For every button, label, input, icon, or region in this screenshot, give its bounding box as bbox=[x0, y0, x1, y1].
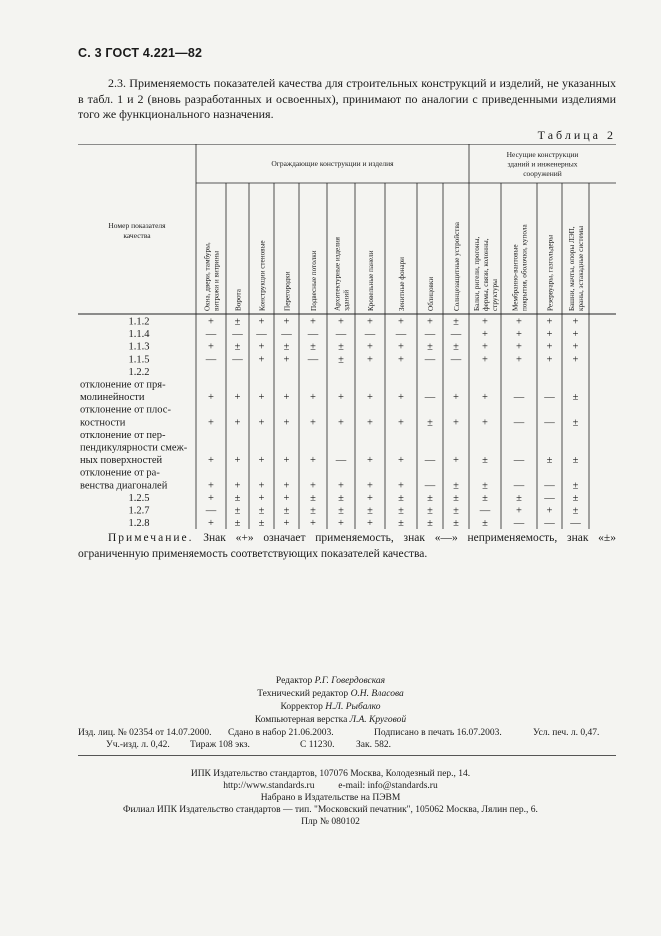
column-header: Солнцезащитные устройства bbox=[453, 222, 461, 311]
cell-mark: + bbox=[234, 417, 241, 429]
cell-mark: ± bbox=[310, 505, 316, 517]
table-label: Таблица 2 bbox=[537, 128, 616, 142]
column-header: покрытия, оболочки, купола bbox=[520, 224, 529, 311]
footer-divider bbox=[78, 755, 616, 756]
cell-mark: + bbox=[482, 329, 488, 341]
cell-mark: — bbox=[544, 518, 555, 529]
cell-mark: + bbox=[338, 480, 344, 492]
cell-mark: + bbox=[546, 329, 553, 341]
cell-mark: — bbox=[424, 480, 436, 492]
column-header: Балки, ригели, прогоны, bbox=[472, 236, 481, 311]
cell-mark: + bbox=[516, 341, 522, 353]
cell-mark: ± bbox=[453, 316, 459, 328]
column-header: Перегородки bbox=[283, 271, 292, 311]
cell-mark: ± bbox=[283, 341, 290, 353]
cell-mark: + bbox=[208, 417, 214, 429]
cell-mark: ± bbox=[572, 480, 579, 492]
column-header: Архитектурные изделия bbox=[333, 237, 342, 311]
cell-mark: + bbox=[482, 354, 488, 366]
cell-mark: + bbox=[234, 480, 241, 492]
row-label: 1.2.5 bbox=[128, 492, 150, 504]
row-header-title: качества bbox=[123, 231, 151, 240]
column-header: витражи и витрины bbox=[212, 250, 221, 311]
credit-layout: Компьютерная верстка Л.А. Круговой bbox=[254, 715, 407, 725]
cell-mark: + bbox=[546, 316, 553, 328]
cell-mark: — bbox=[513, 518, 525, 529]
cell-mark: + bbox=[234, 392, 241, 404]
cell-mark: + bbox=[482, 316, 488, 328]
cell-mark: ± bbox=[453, 492, 459, 504]
cell-mark: + bbox=[258, 417, 265, 429]
note-title: Примечание. bbox=[108, 532, 194, 544]
cell-mark: — bbox=[450, 329, 462, 341]
cell-mark: + bbox=[367, 518, 373, 529]
cell-mark: — bbox=[513, 392, 525, 404]
cell-mark: + bbox=[258, 455, 265, 467]
cell-mark: ± bbox=[338, 341, 344, 353]
cell-mark: ± bbox=[453, 505, 459, 517]
cell-mark: ± bbox=[234, 518, 241, 529]
cell-mark: ± bbox=[310, 341, 316, 353]
cell-mark: — bbox=[335, 329, 347, 341]
cell-mark: + bbox=[367, 316, 373, 328]
cell-mark: ± bbox=[234, 505, 241, 517]
row-label: 1.1.5 bbox=[128, 354, 150, 366]
cell-mark: ± bbox=[427, 518, 433, 529]
group-header-enclosing: Ограждающие конструкции и изделия bbox=[271, 159, 394, 168]
cell-mark: + bbox=[283, 316, 290, 328]
paragraph-2-3: 2.3. Применяемость показателей качества для строительных конструкций и изделий, не указанных в табл. 1 и 2 (вновь разработанных и освоенных), принимают по аналогии с приведенными изделиями того же функционального назначения. bbox=[78, 76, 616, 121]
cell-mark: — bbox=[232, 354, 243, 366]
footer-line-1: ИПК Издательство стандартов, 107076 Москва, Колодезный пер., 14. bbox=[190, 769, 471, 779]
cell-mark: — bbox=[424, 329, 436, 341]
table-grid bbox=[78, 144, 616, 529]
table-note bbox=[78, 531, 616, 562]
cell-mark: + bbox=[283, 354, 290, 366]
cell-mark: + bbox=[546, 354, 553, 366]
cell-mark: — bbox=[544, 492, 555, 504]
cell-mark: — bbox=[544, 480, 555, 492]
cell-mark: + bbox=[234, 455, 241, 467]
cell-mark: — bbox=[570, 518, 581, 529]
cell-mark: ± bbox=[338, 354, 344, 366]
cell-mark: + bbox=[453, 417, 459, 429]
cell-mark: — bbox=[281, 329, 292, 341]
cell-mark: ± bbox=[516, 492, 522, 504]
cell-mark: ± bbox=[283, 505, 290, 517]
note-text: Знак «+» означает применяемость, знак «—» неприменяемость, знак «±» ограниченную применяемость соответствующих показателей качества. bbox=[78, 532, 616, 560]
cell-mark: — bbox=[544, 417, 555, 429]
cell-mark: — bbox=[395, 329, 407, 341]
row-label: пендикулярности смеж- bbox=[80, 442, 188, 454]
cell-mark: + bbox=[258, 480, 265, 492]
row-header-title: Номер показателя bbox=[108, 221, 166, 230]
cell-mark: — bbox=[479, 505, 491, 517]
cell-mark: — bbox=[544, 392, 555, 404]
cell-mark: + bbox=[516, 354, 522, 366]
column-header: Мембранно-вантовые bbox=[511, 244, 520, 311]
cell-mark: + bbox=[208, 518, 214, 529]
cell-mark: + bbox=[283, 392, 290, 404]
cell-mark: — bbox=[450, 354, 462, 366]
row-label: 1.1.3 bbox=[128, 341, 150, 353]
cell-mark: + bbox=[338, 316, 344, 328]
row-label: отклонение от ра- bbox=[80, 467, 160, 479]
cell-mark: + bbox=[546, 341, 553, 353]
cell-mark: + bbox=[310, 455, 316, 467]
cell-mark: ± bbox=[572, 505, 579, 517]
cell-mark: + bbox=[482, 417, 488, 429]
cell-mark: — bbox=[424, 354, 436, 366]
cell-mark: ± bbox=[482, 480, 488, 492]
cell-mark: + bbox=[258, 392, 265, 404]
cell-mark: + bbox=[258, 341, 265, 353]
cell-mark: + bbox=[310, 480, 316, 492]
column-header: Конструкции стеновые bbox=[258, 240, 267, 311]
cell-mark: + bbox=[516, 329, 522, 341]
cell-mark: ± bbox=[258, 505, 265, 517]
cell-mark: + bbox=[398, 316, 404, 328]
cell-mark: ± bbox=[572, 392, 579, 404]
cell-mark: + bbox=[310, 518, 316, 529]
column-header: Башни, мачты, опоры ЛЭП, bbox=[567, 226, 576, 311]
cell-mark: — bbox=[364, 329, 376, 341]
row-label: 1.1.2 bbox=[128, 316, 150, 328]
credits-block bbox=[0, 675, 661, 727]
row-label: 1.2.7 bbox=[128, 505, 150, 517]
cell-mark: + bbox=[367, 354, 373, 366]
row-label: отклонение от пря- bbox=[80, 379, 166, 391]
cell-mark: + bbox=[338, 392, 344, 404]
row-label: ных поверхностей bbox=[80, 455, 163, 467]
cell-mark: + bbox=[572, 316, 579, 328]
cell-mark: — bbox=[205, 505, 217, 517]
cell-mark: ± bbox=[234, 341, 241, 353]
cell-mark: + bbox=[208, 480, 214, 492]
publisher-footer bbox=[0, 768, 661, 828]
cell-mark: + bbox=[398, 392, 404, 404]
cell-mark: + bbox=[310, 417, 316, 429]
cell-mark: ± bbox=[572, 492, 579, 504]
cell-mark: + bbox=[453, 392, 459, 404]
cell-mark: — bbox=[307, 329, 319, 341]
cell-mark: — bbox=[335, 455, 347, 467]
cell-mark: ± bbox=[258, 518, 265, 529]
cell-mark: + bbox=[283, 480, 290, 492]
credit-tech-editor: Технический редактор О.Н. Власова bbox=[257, 689, 404, 699]
cell-mark: ± bbox=[427, 492, 433, 504]
cell-mark: — bbox=[513, 480, 525, 492]
cell-mark: + bbox=[453, 455, 459, 467]
column-header: Ворота bbox=[234, 289, 243, 311]
cell-mark: + bbox=[310, 316, 316, 328]
footer-line-3: Набрано в Издательстве на ПЭВМ bbox=[260, 793, 401, 803]
cell-mark: + bbox=[546, 505, 553, 517]
column-header: Окна, двери, тамбуры, bbox=[203, 242, 212, 311]
cell-mark: + bbox=[338, 518, 344, 529]
cell-mark: + bbox=[310, 392, 316, 404]
cell-mark: + bbox=[482, 392, 488, 404]
cell-mark: ± bbox=[367, 505, 373, 517]
group-header-load-bearing: зданий и инженерных bbox=[507, 159, 578, 169]
cell-mark: ± bbox=[427, 417, 433, 429]
cell-mark: — bbox=[307, 354, 319, 366]
cell-mark: + bbox=[367, 341, 373, 353]
cell-mark: + bbox=[283, 455, 290, 467]
cell-mark: + bbox=[572, 354, 579, 366]
cell-mark: ± bbox=[453, 341, 459, 353]
column-header: Резервуары, газгольдеры bbox=[546, 234, 555, 311]
cell-mark: + bbox=[208, 316, 214, 328]
row-label: отклонение от пер- bbox=[80, 429, 166, 441]
footer-line-5: Плр № 080102 bbox=[301, 817, 360, 827]
cell-mark: + bbox=[367, 455, 373, 467]
cell-mark: — bbox=[232, 329, 243, 341]
applicability-table bbox=[78, 144, 616, 534]
row-label: венства диагоналей bbox=[80, 480, 168, 492]
cell-mark: — bbox=[424, 455, 436, 467]
row-label: отклонение от плос- bbox=[80, 404, 171, 416]
cell-mark: + bbox=[398, 417, 404, 429]
cell-mark: + bbox=[427, 316, 433, 328]
cell-mark: + bbox=[338, 417, 344, 429]
cell-mark: + bbox=[208, 341, 214, 353]
cell-mark: — bbox=[513, 417, 525, 429]
cell-mark: — bbox=[205, 354, 217, 366]
cell-mark: — bbox=[513, 455, 525, 467]
cell-mark: ± bbox=[398, 492, 404, 504]
cell-mark: ± bbox=[310, 492, 316, 504]
cell-mark: + bbox=[516, 316, 522, 328]
cell-mark: + bbox=[258, 354, 265, 366]
cell-mark: + bbox=[258, 492, 265, 504]
cell-mark: + bbox=[283, 417, 290, 429]
cell-mark: + bbox=[258, 316, 265, 328]
page-header: С. 3 ГОСТ 4.221—82 bbox=[78, 46, 203, 60]
credit-corrector: Корректор Н.Л. Рыбалко bbox=[280, 702, 381, 712]
cell-mark: ± bbox=[482, 492, 488, 504]
cell-mark: ± bbox=[427, 341, 433, 353]
cell-mark: — bbox=[424, 392, 436, 404]
cell-mark: ± bbox=[572, 455, 579, 467]
cell-mark: + bbox=[398, 341, 404, 353]
cell-mark: + bbox=[398, 455, 404, 467]
cell-mark: + bbox=[572, 329, 579, 341]
footer-line-4: Филиал ИПК Издательство стандартов — тип. "Московский печатник", 105062 Москва, Лялин пер., 6. bbox=[123, 805, 538, 815]
cell-mark: + bbox=[208, 392, 214, 404]
row-label: 1.2.8 bbox=[128, 518, 150, 529]
column-header: краны, эстакадные системы bbox=[577, 225, 586, 311]
column-header: Подвесные потолки bbox=[310, 250, 318, 311]
cell-mark: + bbox=[208, 455, 214, 467]
cell-mark: ± bbox=[234, 492, 241, 504]
cell-mark: + bbox=[367, 492, 373, 504]
row-label: 1.2.2 bbox=[128, 366, 150, 378]
cell-mark: ± bbox=[482, 518, 488, 529]
cell-mark: ± bbox=[453, 518, 459, 529]
cell-mark: + bbox=[516, 505, 522, 517]
cell-mark: + bbox=[572, 341, 579, 353]
column-header: Облицовки bbox=[427, 276, 435, 311]
cell-mark: ± bbox=[338, 505, 344, 517]
cell-mark: + bbox=[398, 354, 404, 366]
group-header-load-bearing: сооружений bbox=[523, 169, 562, 178]
column-header: фермы, связи, колонны, bbox=[482, 238, 490, 311]
cell-mark: — bbox=[205, 329, 217, 341]
row-label: молинейности bbox=[80, 392, 145, 404]
row-label: 1.1.4 bbox=[128, 329, 150, 341]
cell-mark: ± bbox=[546, 455, 553, 467]
column-header: Зенитные фонари bbox=[398, 256, 406, 311]
cell-mark: ± bbox=[427, 505, 433, 517]
cell-mark: + bbox=[367, 417, 373, 429]
credit-editor: Редактор Р.Г. Говердовская bbox=[275, 676, 386, 686]
cell-mark: ± bbox=[234, 316, 241, 328]
cell-mark: + bbox=[208, 492, 214, 504]
cell-mark: ± bbox=[572, 417, 579, 429]
column-header: структуры bbox=[491, 279, 500, 311]
cell-mark: ± bbox=[338, 492, 344, 504]
cell-mark: — bbox=[256, 329, 267, 341]
cell-mark: ± bbox=[453, 480, 459, 492]
column-header: Кровельные панели bbox=[367, 250, 375, 311]
cell-mark: ± bbox=[398, 505, 404, 517]
cell-mark: ± bbox=[482, 455, 488, 467]
row-label: костности bbox=[80, 417, 126, 429]
cell-mark: + bbox=[398, 480, 404, 492]
cell-mark: + bbox=[283, 518, 290, 529]
cell-mark: + bbox=[367, 392, 373, 404]
column-header: зданий bbox=[342, 289, 351, 311]
cell-mark: + bbox=[283, 492, 290, 504]
group-header-load-bearing: Несущие конструкции bbox=[506, 150, 579, 159]
cell-mark: ± bbox=[398, 518, 404, 529]
cell-mark: + bbox=[367, 480, 373, 492]
footer-line-2: http://www.standards.ru e-mail: info@standards.ru bbox=[223, 781, 438, 791]
cell-mark: + bbox=[482, 341, 488, 353]
